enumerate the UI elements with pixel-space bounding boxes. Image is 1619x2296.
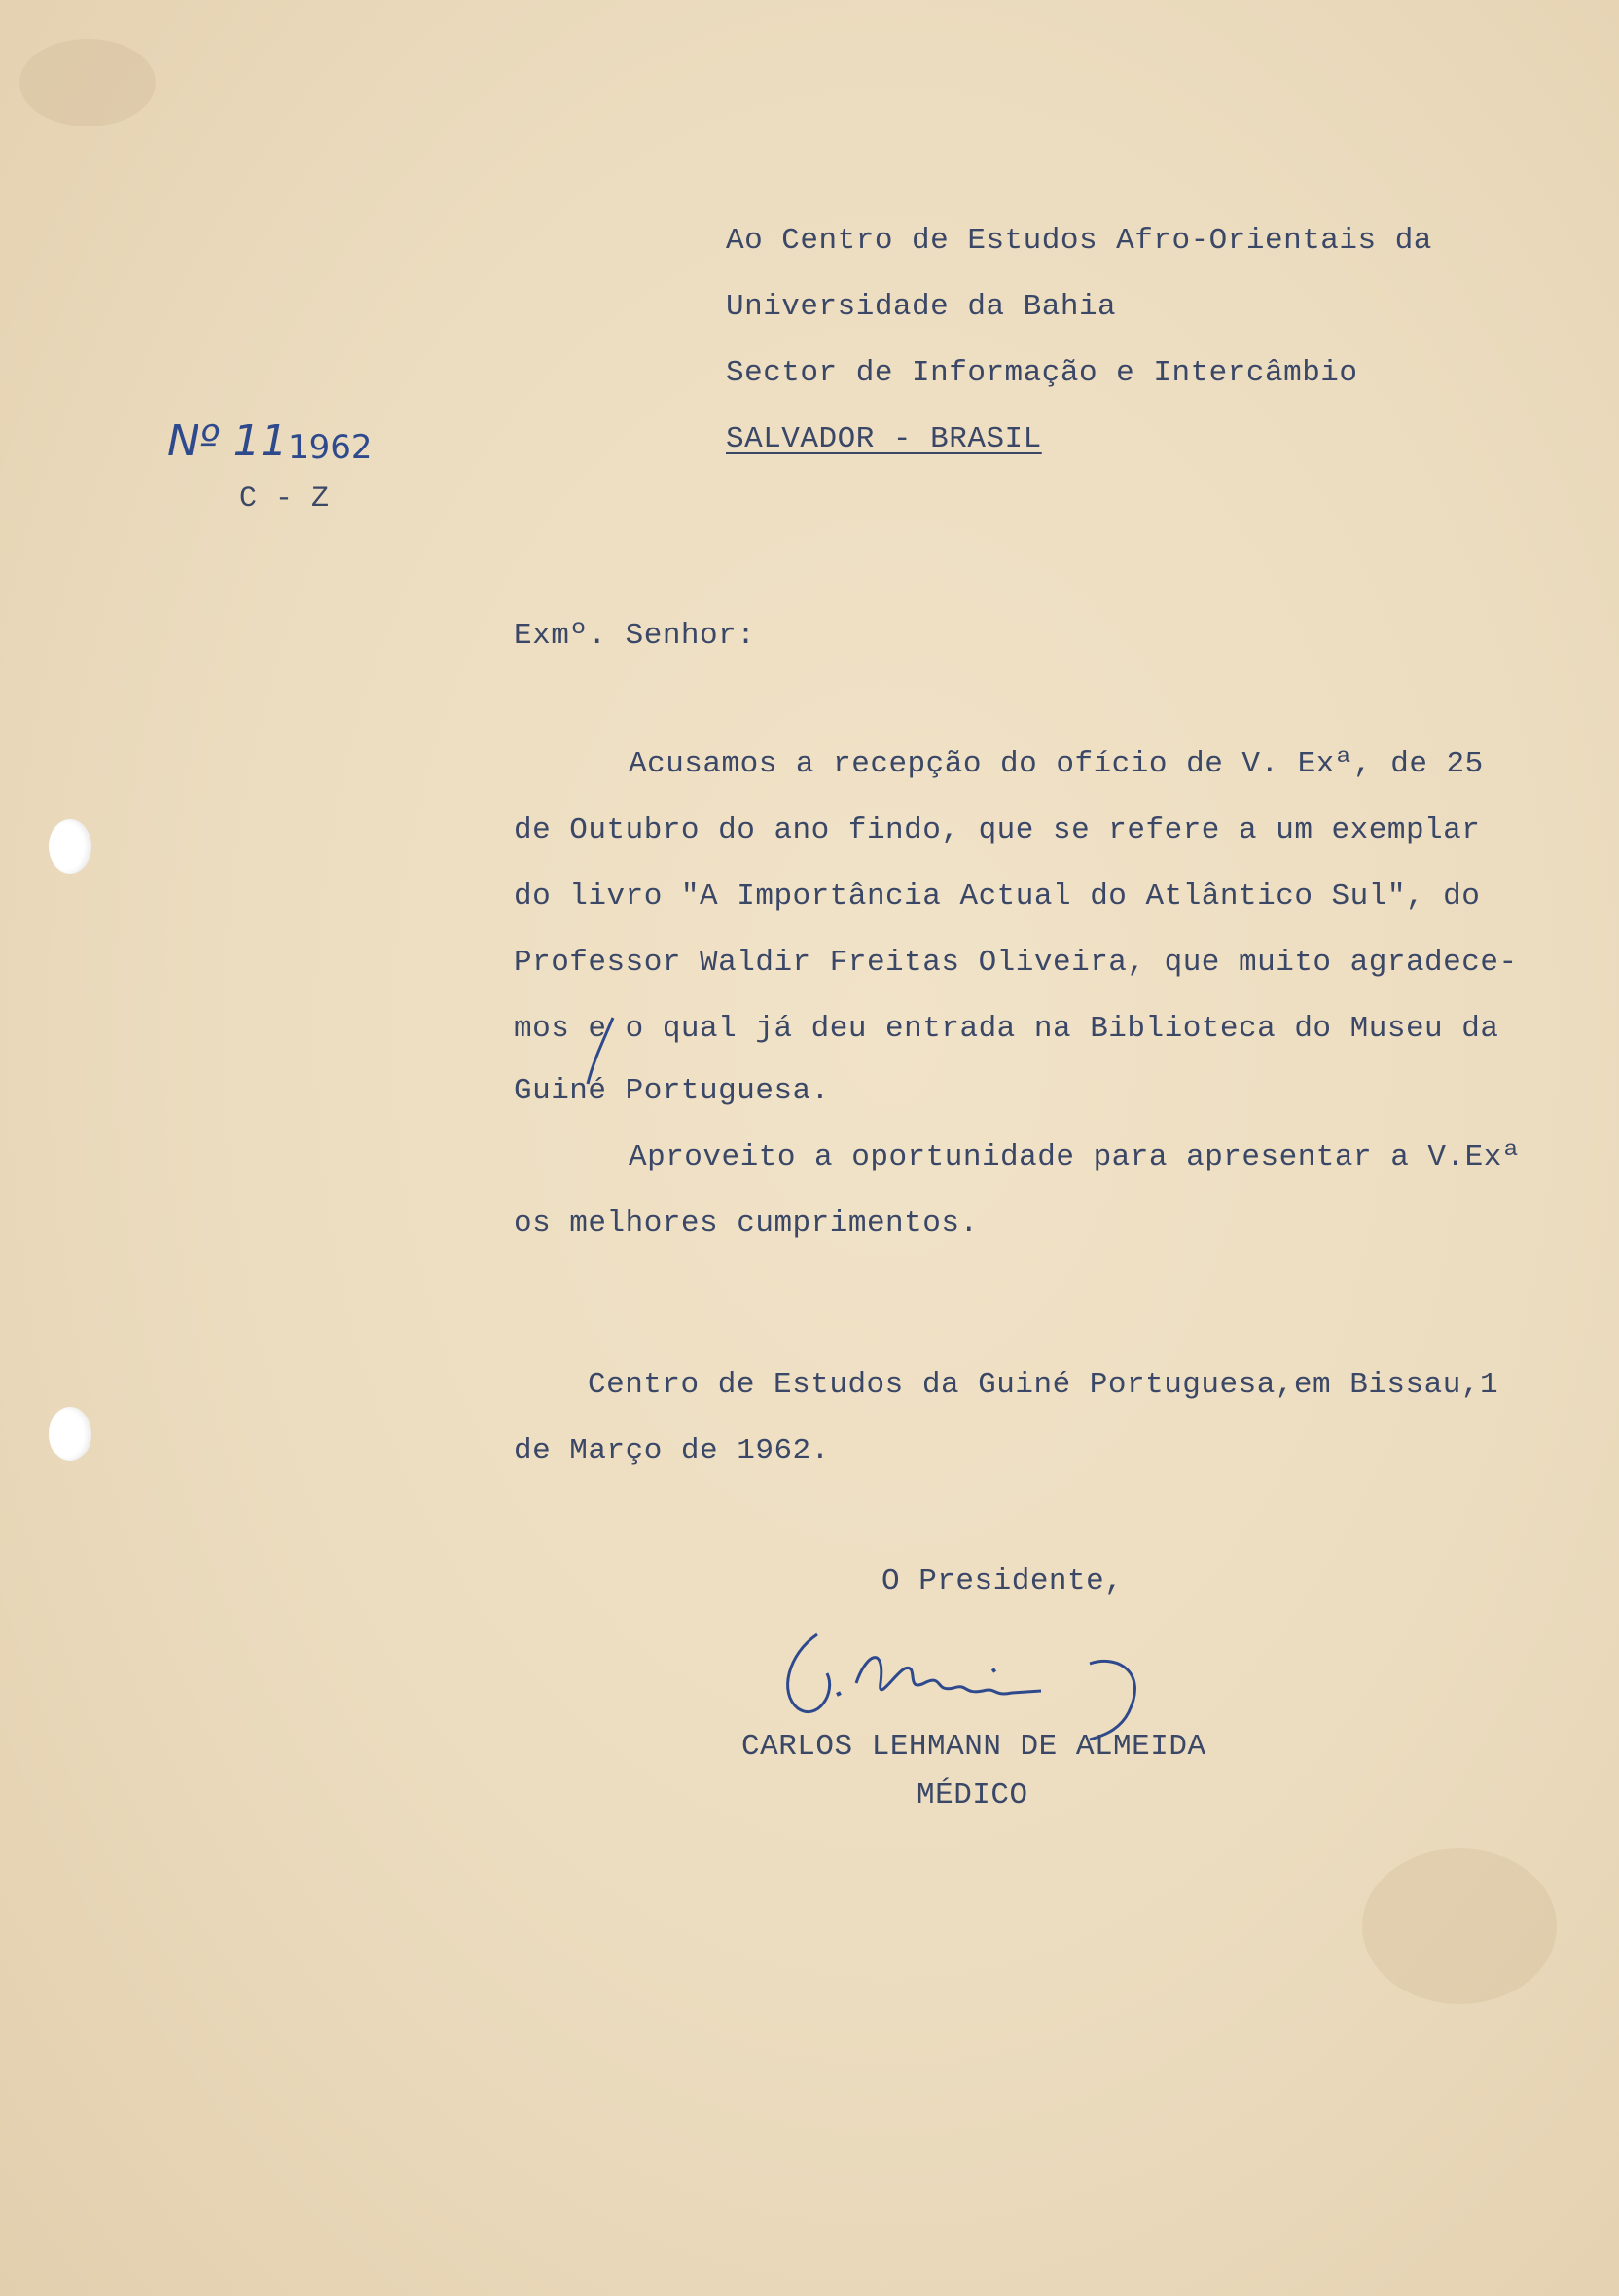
correction-stroke: [574, 1012, 623, 1090]
reference-year: 1962: [288, 428, 373, 467]
closing: O Presidente,: [881, 1564, 1124, 1598]
body-p1-line-1: Acusamos a recepção do ofício de V. Exª, de 25: [629, 747, 1484, 781]
punch-hole-bottom: [49, 1407, 91, 1461]
salutation: Exmº. Senhor:: [514, 619, 756, 653]
address-line-3: Sector de Informação e Intercâmbio: [726, 356, 1358, 390]
reference-code: C - Z: [239, 483, 330, 516]
handwritten-signature: [759, 1615, 1216, 1741]
address-line-2: Universidade da Bahia: [726, 290, 1117, 324]
address-line-4: SALVADOR - BRASIL: [726, 422, 1042, 456]
address-line-1: Ao Centro de Estudos Afro-Orientais da: [726, 224, 1432, 258]
punch-hole-top: [49, 819, 91, 874]
place-date-line-2: de Março de 1962.: [514, 1434, 830, 1468]
paper-stain: [19, 39, 156, 126]
body-p1-line-3: do livro "A Importância Actual do Atlântico Sul", do: [514, 879, 1481, 914]
body-p1-line-2: de Outubro do ano findo, que se refere a um exemplar: [514, 813, 1481, 847]
signatory-name: CARLOS LEHMANN DE ALMEIDA: [741, 1730, 1206, 1764]
reference-number: Nº 11: [167, 416, 288, 466]
body-p1-line-5: mos e o qual já deu entrada na Biblioteca do Museu da: [514, 1012, 1499, 1046]
body-p1-line-4: Professor Waldir Freitas Oliveira, que muito agradece-: [514, 946, 1518, 980]
paper-stain: [1362, 1848, 1557, 2004]
body-p2-line-1: Aproveito a oportunidade para apresentar a V.Exª: [629, 1140, 1521, 1174]
body-p2-line-2: os melhores cumprimentos.: [514, 1206, 979, 1240]
signatory-title: MÉDICO: [917, 1778, 1028, 1812]
body-p1-line-6: Guiné Portuguesa.: [514, 1074, 830, 1108]
place-date-line-1: Centro de Estudos da Guiné Portuguesa,em Bissau,1: [588, 1368, 1499, 1402]
